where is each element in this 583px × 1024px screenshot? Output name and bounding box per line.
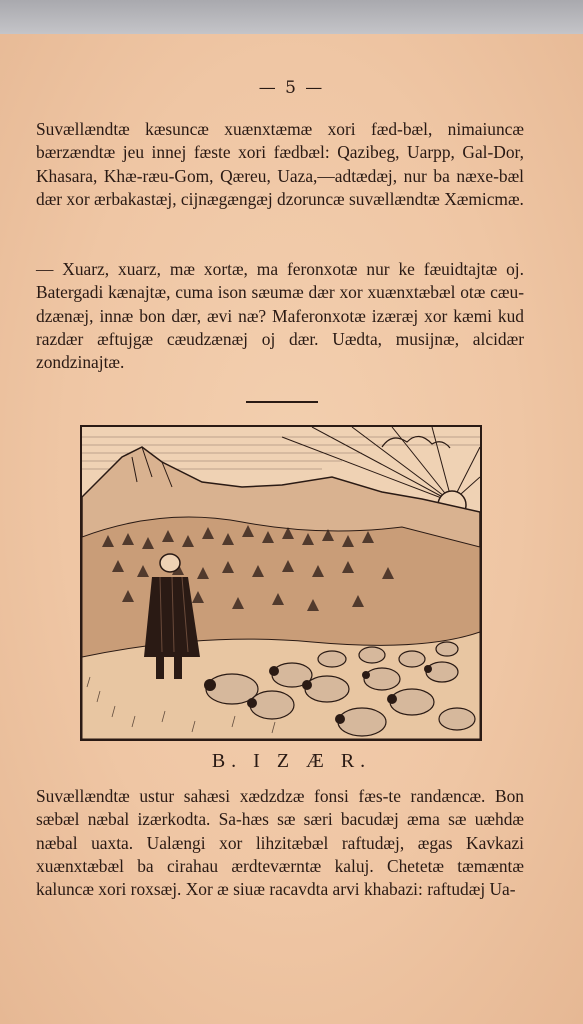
section-divider <box>246 401 318 403</box>
paragraph-2 <box>36 258 524 374</box>
paragraph-1 <box>36 118 524 211</box>
page-number: — 5 — <box>258 78 325 98</box>
mountain-shepherd-illustration <box>80 425 482 741</box>
paragraph-1-text: Suvællændtæ kæsuncæ xuænxtæmæ xori fæd-bæl, nimaiuncæ bærzændtæ jeu innej fæste xori fædbæl: Qazibeg, Uarpp, Gal-Dor, Khasara, Khæ-ræu-Gom, Qæreu, Uaza,—adtædæj, nur ba næxe-bæl dær xor ærbakastæj, cijnægængæj dzoruncæ suvællændtæ Xæmicmæ. <box>36 119 524 209</box>
scan-background <box>0 0 583 34</box>
paragraph-3-text: Suvællændtæ ustur sahæsi xædzdzæ fonsi fæs-te randæncæ. Bon sæbæl næbal izærkodta. Sa-hæs sæ særi bacudæj æma sæ uæhdæ næbal uaxta. Ualængi xor lihzitæbæl raftudæj, ægas Kavkazi xuænxtæbæl ba cirahau ærdteværntæ kaluj. Chetetæ tæmæntæ kaluncæ xori roxsæj. Xor æ siuæ racavdta arvi khabazi: raftudæj Ua- <box>36 786 524 900</box>
illustration-caption: B. I Z Æ R. <box>211 750 372 772</box>
book-page <box>0 34 583 1024</box>
paragraph-3 <box>36 785 524 901</box>
paragraph-2-text: — Xuarz, xuarz, mæ xortæ, ma feronxotæ nur ke fæuidtajtæ oj. Batergadi kænajtæ, cuma ison sæumæ dær xor xuænxtæbæl otæ cæu-dzænæj, innæ bon dær, ævi næ? Maferonxotæ izæræj xor kæmi kud razdær æftujgæ cæudzænæj oj dær. Uædta, musijnæ, alcidær zondzinajtæ. <box>36 259 524 373</box>
